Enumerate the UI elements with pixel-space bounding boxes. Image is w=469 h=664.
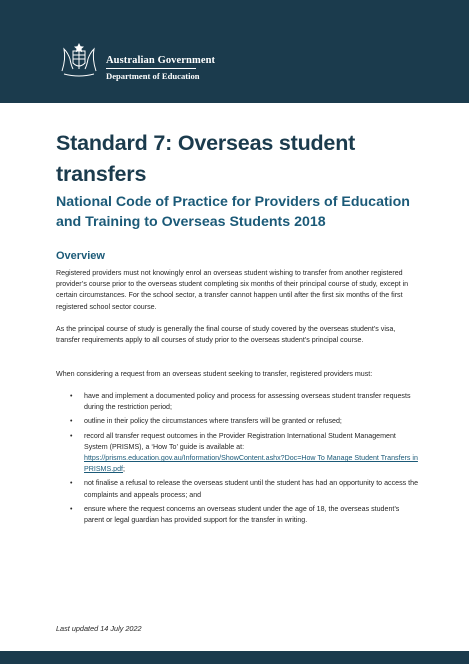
- list-item-text: have and implement a documented policy and process for assessing overseas student transfer requests during the restriction period;: [84, 392, 411, 412]
- list-item-text: record all transfer request outcomes in the Provider Registration International Student Management System (PRISMS), a ‘How To’ guide is available at:: [84, 431, 396, 451]
- link-suffix: ;: [123, 465, 126, 474]
- government-wordmark: [106, 55, 215, 81]
- wordmark-divider: [106, 68, 196, 69]
- overview-heading: Overview: [56, 250, 105, 262]
- list-item-text: outline in their policy the circumstances where transfers will be granted or refused;: [84, 417, 342, 426]
- bullet-icon: •: [70, 393, 73, 400]
- page-subtitle: National Code of Practice for Providers of Education and Training to Overseas Students 2018: [56, 194, 410, 230]
- department-name: Department of Education: [106, 71, 200, 81]
- bullet-icon: •: [70, 418, 73, 426]
- overview-paragraph-1: Registered providers must not knowingly enrol an overseas student wishing to transfer from another registered provider’s course prior to the overseas student completing six months of their principal course of study, except in certain circumstances. For the school sector, a transfer cannot happen until after the first six months of the first registered school sector course.: [56, 269, 409, 311]
- list-item-text: not finalise a refusal to release the overseas student until the student has had an opportunity to access the complaints and appeals process; and: [84, 479, 419, 499]
- prisms-guide-link[interactable]: https://prisms.education.gov.au/Information/ShowContent.ashx?Doc=How To Manage Student Transfers in PRISMS.pdf: [84, 454, 418, 474]
- bullet-icon: •: [70, 505, 73, 513]
- bullet-icon: •: [70, 480, 73, 488]
- footer-band: [0, 651, 469, 664]
- government-name: Australian Government: [106, 55, 216, 66]
- page-title: Standard 7: Overseas student transfers: [56, 131, 356, 186]
- bullet-icon: •: [70, 432, 73, 440]
- list-item: [56, 504, 421, 526]
- overview-paragraph-3: When considering a request from an overseas student seeking to transfer, registered providers must:: [56, 370, 373, 378]
- list-item: [56, 391, 421, 413]
- list-item-text: ensure where the request concerns an overseas student under the age of 18, the overseas student’s parent or legal guardian has provided support for the transfer in writing.: [84, 504, 400, 525]
- coat-of-arms-icon: [56, 41, 102, 79]
- list-item: [56, 416, 421, 427]
- header-band: [0, 0, 469, 103]
- requirements-list: [56, 391, 421, 529]
- overview-paragraph-2: As the principal course of study is generally the final course of study covered by the overseas student’s visa, transfer requirements apply to all courses of study prior to the overseas student’s principal course.: [56, 325, 396, 345]
- list-item: [56, 478, 421, 500]
- last-updated: Last updated 14 July 2022: [56, 624, 142, 633]
- list-item: [56, 431, 421, 476]
